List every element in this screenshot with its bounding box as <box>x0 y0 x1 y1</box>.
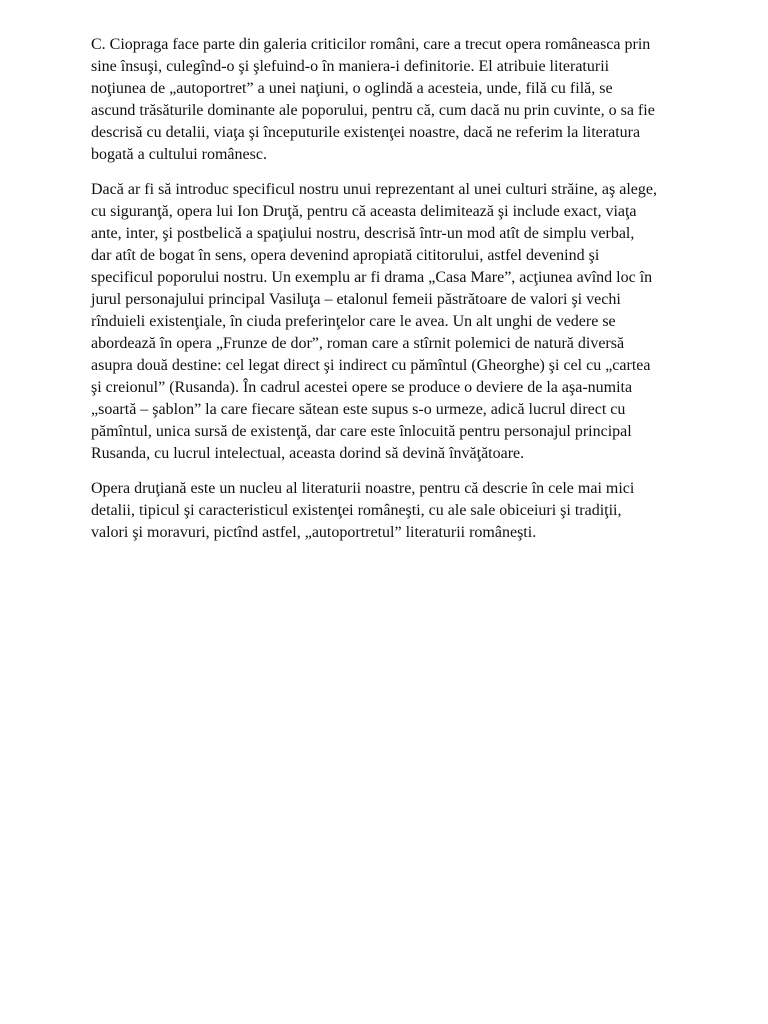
text-line: cu siguranţă, opera lui Ion Druţă, pentru că aceasta delimitează şi include exact, viaţa <box>91 203 637 220</box>
text-line: ante, inter, şi postbelică a spaţiului nostru, descrisă într-un mod atît de simplu verbal, <box>91 225 635 242</box>
paragraph-3 <box>91 478 691 544</box>
text-line: valori şi moravuri, pictînd astfel, „autoportretul” literaturii româneşti. <box>91 524 537 541</box>
text-line: asupra două destine: cel legat direct şi indirect cu pămîntul (Gheorghe) şi cel cu „cartea <box>91 357 651 374</box>
text-line: detalii, tipicul şi caracteristicul existenţei româneşti, cu ale sale obiceiuri şi tradiţii, <box>91 502 622 519</box>
text-line: şi creionul” (Rusanda). În cadrul acestei opere se produce o deviere de la aşa-numita <box>91 379 633 396</box>
text-line: „soartă – şablon” la care fiecare sătean este supus s-o urmeze, adică lucrul direct cu <box>91 401 626 418</box>
text-line: sine însuşi, culegînd-o şi şlefuind-o în maniera-i definitorie. El atribuie literaturii <box>91 58 610 75</box>
paragraph-2 <box>91 179 691 465</box>
text-line: abordează în opera „Frunze de dor”, roman care a stîrnit polemici de natură diversă <box>91 335 625 352</box>
text-line: specificul poporului nostru. Un exemplu ar fi drama „Casa Mare”, acţiunea avînd loc în <box>91 269 653 286</box>
text-line: jurul personajului principal Vasiluţa – etalonul femeii păstrătoare de valori şi vechi <box>91 291 621 308</box>
paragraph-1 <box>91 34 691 166</box>
text-line: descrisă cu detalii, viaţa şi începuturile existenţei noastre, dacă ne referim la literatura <box>91 124 641 141</box>
text-line: bogată a cultului românesc. <box>91 146 267 163</box>
text-line: Opera druţiană este un nucleu al literaturii noastre, pentru că descrie în cele mai mici <box>91 480 635 497</box>
text-line: ascund trăsăturile dominante ale poporului, pentru că, cum dacă nu prin cuvinte, o sa fie <box>91 102 655 119</box>
text-line: dar atît de bogat în sens, opera devenind apropiată cititorului, astfel devenind şi <box>91 247 600 264</box>
document-body <box>91 34 691 557</box>
text-line: Rusanda, cu lucrul intelectual, aceasta dorind să devină învăţătoare. <box>91 445 525 462</box>
text-line: rînduieli existenţiale, în ciuda preferinţelor care le avea. Un alt unghi de vedere se <box>91 313 616 330</box>
text-line: Dacă ar fi să introduc specificul nostru unui reprezentant al unei culturi străine, aş alege, <box>91 181 657 198</box>
text-line: noţiunea de „autoportret” a unei naţiuni, o oglindă a acesteia, unde, filă cu filă, se <box>91 80 613 97</box>
text-line: pămîntul, unica sursă de existenţă, dar care este înlocuită pentru personajul principal <box>91 423 632 440</box>
text-line: C. Ciopraga face parte din galeria criticilor români, care a trecut opera româneasca prin <box>91 36 651 53</box>
